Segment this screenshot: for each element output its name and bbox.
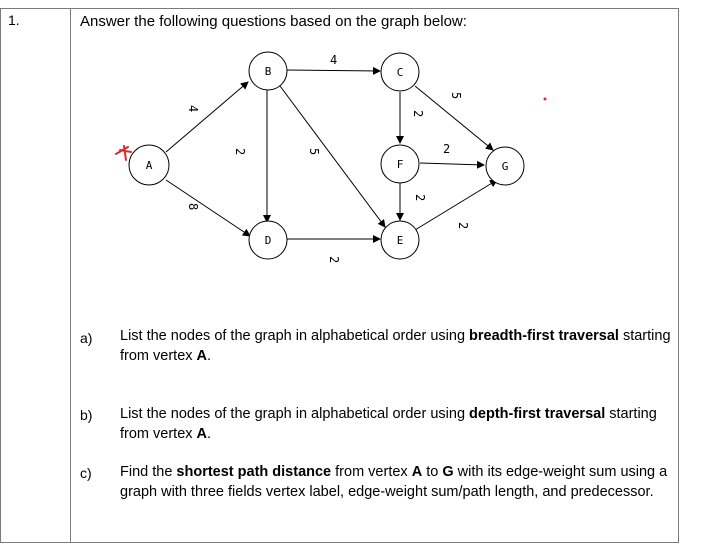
node-b xyxy=(249,52,287,90)
edge-a-d xyxy=(166,180,250,236)
part-c-text: Find the shortest path distance from vertex A to G with its edge-weight sum using a graph with three fields vertex label, edge-weight sum/path length, and predecessor. xyxy=(120,464,668,500)
edge-e-g xyxy=(415,180,497,230)
red-dot xyxy=(544,98,547,101)
weight-b-d: 2 xyxy=(233,148,247,156)
part-c-label: c) xyxy=(80,465,92,481)
weight-b-e: 5 xyxy=(307,148,321,156)
question-heading: Answer the following questions based on the graph below: xyxy=(80,13,467,30)
weight-a-b: 4 xyxy=(186,105,200,113)
svg-text:C: C xyxy=(396,66,404,79)
question-number: 1. xyxy=(8,12,20,28)
weight-f-e: 2 xyxy=(413,194,427,202)
weight-f-g: 2 xyxy=(443,142,451,156)
red-check-mark xyxy=(116,146,131,160)
svg-text:G: G xyxy=(501,160,509,173)
svg-text:A: A xyxy=(145,159,153,172)
svg-text:E: E xyxy=(396,234,404,247)
node-f xyxy=(381,145,419,183)
weight-d-e: 2 xyxy=(327,256,341,264)
weight-e-g: 2 xyxy=(456,222,470,230)
weight-b-c: 4 xyxy=(330,53,338,67)
part-a-bold: breadth-first traversal xyxy=(469,328,619,344)
edge-f-g xyxy=(420,163,484,165)
edge-b-c xyxy=(286,70,380,71)
part-b-text: List the nodes of the graph in alphabetical order using depth-first traversal starting from vertex A. xyxy=(120,406,657,442)
part-a-label: a) xyxy=(80,330,93,346)
part-a-text: List the nodes of the graph in alphabetical order using breadth-first traversal starting from vertex A. xyxy=(120,328,671,364)
svg-text:D: D xyxy=(264,234,272,247)
node-g xyxy=(486,147,524,185)
weight-c-f: 2 xyxy=(411,110,425,118)
node-a xyxy=(129,145,169,185)
edge-b-e xyxy=(280,86,385,227)
svg-text:B: B xyxy=(264,65,272,78)
weight-a-d: 8 xyxy=(186,203,200,211)
part-b-label: b) xyxy=(80,407,93,423)
node-d xyxy=(249,221,287,259)
edge-a-b xyxy=(166,82,248,152)
svg-text:F: F xyxy=(396,158,404,171)
weight-c-g: 5 xyxy=(449,92,463,100)
part-c-bold: shortest path distance xyxy=(176,464,332,480)
part-b-bold: depth-first traversal xyxy=(469,406,606,422)
node-c xyxy=(381,53,419,91)
node-e xyxy=(381,221,419,259)
